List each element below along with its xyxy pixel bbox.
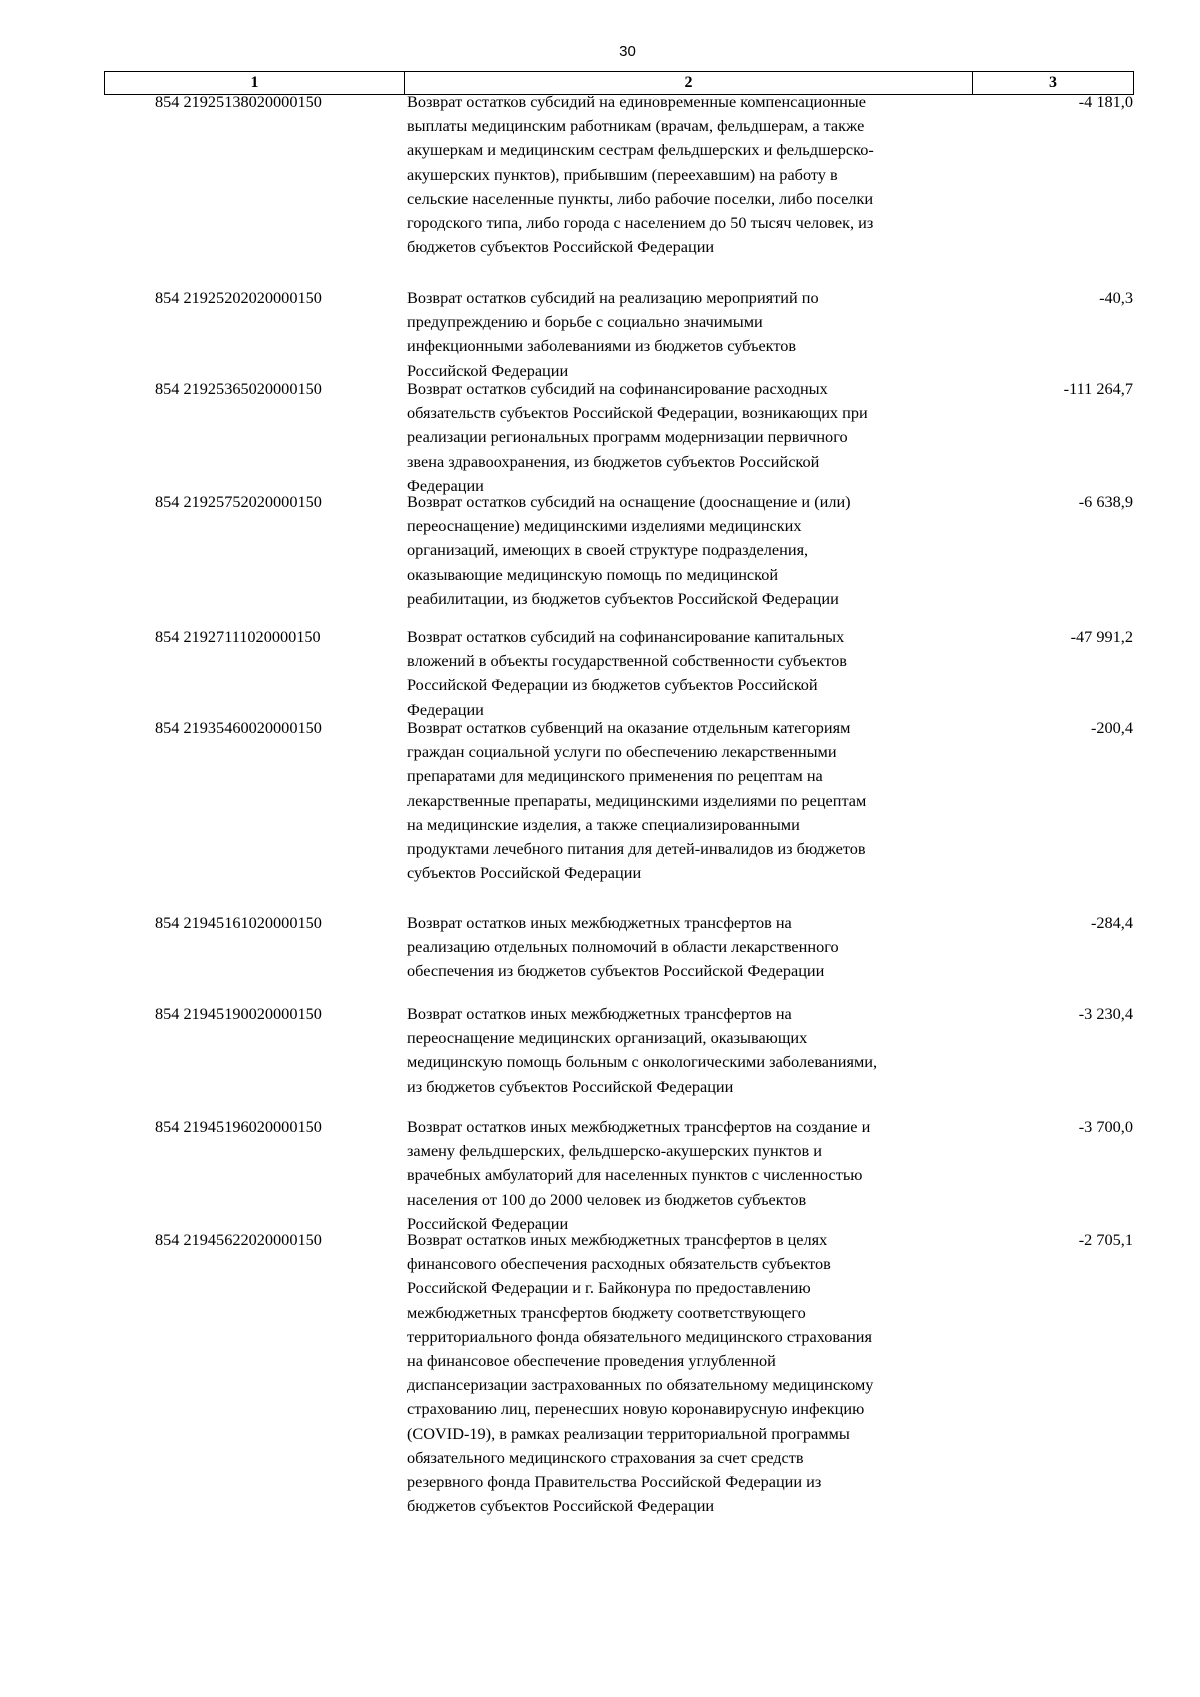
amount: -2 705,1 xyxy=(1078,1230,1133,1249)
description-line: Федерации xyxy=(407,475,484,495)
budget-table xyxy=(104,71,1134,1516)
table-row xyxy=(104,490,1134,611)
table-row xyxy=(104,716,1134,885)
description-line: населения от 100 до 2000 человек из бюджетов субъектов xyxy=(407,1189,807,1209)
description-line: звена здравоохранения, из бюджетов субъектов Российской xyxy=(407,451,820,471)
description-line: Возврат остатков иных межбюджетных трансфертов на создание и xyxy=(407,1117,871,1136)
description-line: граждан социальной услуги по обеспечению лекарственными xyxy=(407,742,837,762)
item-description xyxy=(404,490,970,611)
description-line: медицинскую помощь больным с онкологическими заболеваниями, xyxy=(407,1052,878,1072)
description-line: территориального фонда обязательного медицинского страхования xyxy=(407,1326,873,1346)
amount: -284,4 xyxy=(1090,913,1133,932)
description-line: страхованию лиц, перенесших новую коронавирусную инфекцию xyxy=(407,1399,865,1419)
description-line: Российской Федерации из бюджетов субъектов Российской xyxy=(407,675,818,695)
budget-code: 854 21945196020000150 xyxy=(155,1117,322,1136)
description-line: Возврат остатков иных межбюджетных трансфертов на xyxy=(407,913,792,932)
amount: -47 991,2 xyxy=(1070,627,1133,646)
item-description xyxy=(404,377,970,498)
table-row xyxy=(104,1228,1134,1518)
amount: -6 638,9 xyxy=(1078,492,1133,511)
table-row xyxy=(104,90,1134,259)
description-line: из бюджетов субъектов Российской Федерации xyxy=(407,1076,734,1096)
item-description xyxy=(404,1228,970,1518)
header-col-3: 3 xyxy=(1049,74,1057,91)
table-row xyxy=(104,625,1134,722)
description-line: переоснащение) медицинскими изделиями медицинских xyxy=(407,516,802,536)
description-line: реабилитации, из бюджетов субъектов Российской Федерации xyxy=(407,588,839,608)
description-line: оказывающие медицинскую помощь по медицинской xyxy=(407,564,779,584)
budget-code: 854 21925752020000150 xyxy=(155,492,322,511)
description-line: на финансовое обеспечение проведения углубленной xyxy=(407,1351,776,1371)
item-description xyxy=(404,625,970,722)
description-line: лекарственные препараты, медицинскими изделиями по рецептам xyxy=(407,790,867,810)
description-line: резервного фонда Правительства Российской Федерации из xyxy=(407,1472,822,1492)
budget-code: 854 21945161020000150 xyxy=(155,913,322,932)
amount: -3 230,4 xyxy=(1078,1004,1133,1023)
description-line: Возврат остатков иных межбюджетных трансфертов в целях xyxy=(407,1230,828,1249)
budget-code: 854 21925202020000150 xyxy=(155,288,322,307)
description-line: сельские населенные пункты, либо рабочие поселки, либо поселки xyxy=(407,188,874,208)
description-line: обеспечения из бюджетов субъектов Российской Федерации xyxy=(407,961,825,981)
description-line: Возврат остатков субсидий на оснащение (дооснащение и (или) xyxy=(407,492,851,511)
description-line: Федерации xyxy=(407,699,484,719)
description-line: Возврат остатков субсидий на единовременные компенсационные xyxy=(407,92,866,111)
description-line: реализации региональных программ модернизации первичного xyxy=(407,427,848,447)
description-line: Возврат остатков субсидий на софинансирование капитальных xyxy=(407,627,845,646)
description-line: инфекционными заболеваниями из бюджетов субъектов xyxy=(407,336,797,356)
description-line: реализацию отдельных полномочий в области лекарственного xyxy=(407,937,839,957)
budget-code: 854 21927111020000150 xyxy=(155,627,321,646)
description-line: организаций, имеющих в своей структуре подразделения, xyxy=(407,540,809,560)
item-description xyxy=(404,1115,970,1236)
description-line: субъектов Российской Федерации xyxy=(407,863,642,883)
header-col-2: 2 xyxy=(405,72,973,94)
amount: -3 700,0 xyxy=(1078,1117,1133,1136)
table-row xyxy=(104,1115,1134,1236)
item-description xyxy=(404,716,970,885)
amount: -4 181,0 xyxy=(1078,92,1133,111)
description-line: акушеркам и медицинским сестрам фельдшерских и фельдшерско- xyxy=(407,140,874,160)
description-line: диспансеризации застрахованных по обязательному медицинскому xyxy=(407,1375,874,1395)
budget-code: 854 21935460020000150 xyxy=(155,718,322,737)
description-line: (COVID-19), в рамках реализации территориальной программы xyxy=(407,1423,850,1443)
description-line: врачебных амбулаторий для населенных пунктов с численностью xyxy=(407,1165,863,1185)
page-number: 30 xyxy=(619,43,636,60)
item-description xyxy=(404,911,970,984)
amount: -40,3 xyxy=(1099,288,1133,307)
budget-code: 854 21925138020000150 xyxy=(155,92,322,111)
description-line: замену фельдшерских, фельдшерско-акушерских пунктов и xyxy=(407,1141,822,1161)
description-line: на медицинские изделия, а также специализированными xyxy=(407,814,800,834)
description-line: Российской Федерации xyxy=(407,360,569,380)
table-row xyxy=(104,286,1134,383)
table-row xyxy=(104,377,1134,498)
description-line: переоснащение медицинских организаций, оказывающих xyxy=(407,1028,808,1048)
description-line: Российской Федерации xyxy=(407,1213,569,1233)
description-line: выплаты медицинским работникам (врачам, фельдшерам, а также xyxy=(407,116,865,136)
item-description xyxy=(404,1002,970,1099)
description-line: препаратами для медицинского применения по рецептам на xyxy=(407,766,823,786)
description-line: обязательств субъектов Российской Федерации, возникающих при xyxy=(407,403,868,423)
description-line: акушерских пунктов), прибывшим (переехавшим) на работу в xyxy=(407,164,838,184)
amount: -111 264,7 xyxy=(1063,379,1133,398)
item-description xyxy=(404,286,970,383)
amount: -200,4 xyxy=(1090,718,1133,737)
description-line: бюджетов субъектов Российской Федерации xyxy=(407,1496,715,1516)
description-line: бюджетов субъектов Российской Федерации xyxy=(407,237,715,257)
description-line: межбюджетных трансфертов бюджету соответствующего xyxy=(407,1302,806,1322)
description-line: Возврат остатков субсидий на реализацию мероприятий по xyxy=(407,288,819,307)
budget-code: 854 21925365020000150 xyxy=(155,379,322,398)
description-line: Возврат остатков субсидий на софинансирование расходных xyxy=(407,379,828,398)
item-description xyxy=(404,90,970,259)
table-row xyxy=(104,1002,1134,1099)
description-line: продуктами лечебного питания для детей-инвалидов из бюджетов xyxy=(407,839,866,859)
budget-code: 854 21945622020000150 xyxy=(155,1230,322,1249)
description-line: Возврат остатков иных межбюджетных трансфертов на xyxy=(407,1004,792,1023)
header-col-1: 1 xyxy=(105,72,405,94)
description-line: городского типа, либо города с населением до 50 тысяч человек, из xyxy=(407,213,874,233)
description-line: обязательного медицинского страхования за счет средств xyxy=(407,1447,804,1467)
description-line: вложений в объекты государственной собственности субъектов xyxy=(407,651,847,671)
description-line: Российской Федерации и г. Байконура по предоставлению xyxy=(407,1278,811,1298)
budget-code: 854 21945190020000150 xyxy=(155,1004,322,1023)
description-line: финансового обеспечения расходных обязательств субъектов xyxy=(407,1254,831,1274)
description-line: предупреждению и борьбе с социально значимыми xyxy=(407,312,763,332)
table-row xyxy=(104,911,1134,984)
description-line: Возврат остатков субвенций на оказание отдельным категориям xyxy=(407,718,851,737)
